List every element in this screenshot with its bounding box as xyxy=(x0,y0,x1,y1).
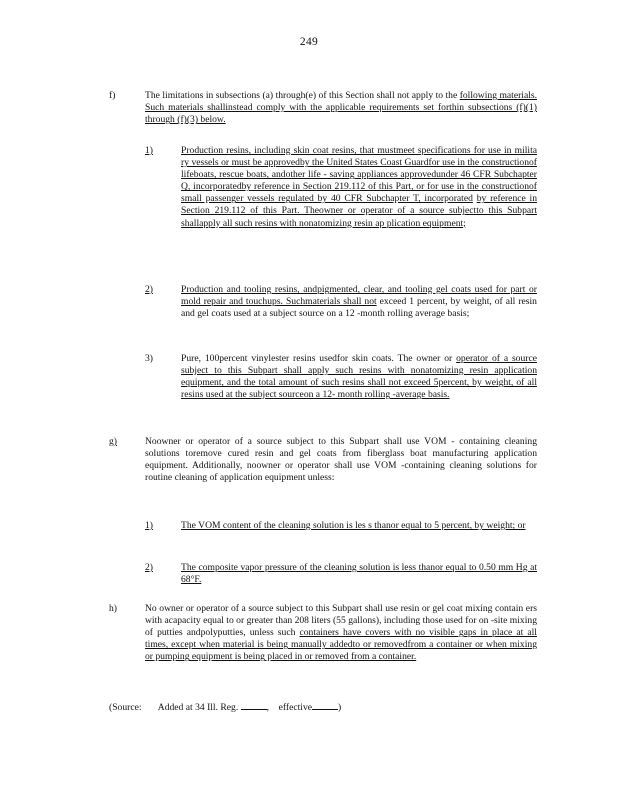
item-f3-paragraph xyxy=(181,353,537,401)
item-g2-marker: 2) xyxy=(145,562,153,573)
item-f1-paragraph xyxy=(181,145,537,230)
item-f1-underlined: by reference in Section 219.112 of this Part. Theowner or operator of a source subjectto this Subpart shallapply all such resins with nonatomizing resin ap plication equipment; xyxy=(181,193,538,229)
item-g1-paragraph: The VOM content of the cleaning solution is les s thanor equal to 5 percent, by weight; or xyxy=(181,520,526,531)
register-blank xyxy=(241,700,267,710)
item-f1-text: Production resins, including skin coat resins, that mustmeet specifications for use in milita ry vessels or must be approvedby the United States Coast Guardfor use in the constructionof lifeboats, rescue boats, andother life - saving appliances approvedunder 46 CFR Subchapter Q, incorporatedby reference in Section 219.112 of this Part, or for use in the constructionof small passenger vessels regulated by 40 CFR Subchapter T, incorporated xyxy=(181,145,537,205)
page-number: 249 xyxy=(299,36,319,48)
item-f-paragraph xyxy=(145,90,537,126)
item-h-text: No owner or operator of a source subject to this Subpart shall use resin or gel coat mixing contain ers with acapacity equal to or greater than 208 liters (55 gallons), including those used for on -site mixing of putties andpolyputties, unless such xyxy=(145,603,537,639)
item-f3-text: Pure, 100percent vinylester resins usedfor skin coats. The owner or xyxy=(181,353,453,364)
item-g1-marker: 1) xyxy=(145,520,153,531)
item-f2-marker: 2) xyxy=(145,284,153,295)
item-g-marker: g) xyxy=(109,436,117,447)
item-f2-text: exceed 1 percent, by weight, of all resin and gel coats used at a subject source on a 12 -month rolling average basis; xyxy=(181,296,537,320)
item-f-underlined: following materials. Such materials shallinstead comply with the applicable requirements set forthin subsections (f)(1) through (f)(3) below. xyxy=(145,90,538,126)
item-h-underlined: containers have covers with no visible gaps in place at all times, except when material is being manually addedto or removedfrom a container or when mixing or pumping equipment is being placed in or removed from a container. xyxy=(145,627,537,663)
source-note-comma: , xyxy=(266,702,270,713)
source-note-close: ) xyxy=(338,702,342,713)
item-g-paragraph: Noowner or operator of a source subject to this Subpart shall use VOM - containing cleaning solutions toremove cured resin and gel coats from fiberglass boat manufacturing application equipment. Additionally, noowner or operator shall use VOM -containing cleaning solutions for routine cleaning of application equipment unless: xyxy=(145,436,537,484)
item-h-paragraph xyxy=(145,603,537,663)
item-f-marker: f) xyxy=(109,90,116,101)
item-f-intro: The limitations in subsections (a) through(e) of this Section shall not apply to the xyxy=(145,90,458,101)
item-f2-underlined: Production and tooling resins, andpigmented, clear, and tooling gel coats used for part or mold repair and touchups. Suchmaterials shall not xyxy=(181,284,537,308)
item-g2-paragraph: The composite vapor pressure of the cleaning solution is less thanor equal to 0.50 mm Hg at 68°F. xyxy=(181,562,537,586)
item-f3-marker: 3) xyxy=(145,353,153,364)
item-h-marker: h) xyxy=(109,603,117,614)
item-f2-paragraph xyxy=(181,284,537,320)
item-f1-marker: 1) xyxy=(145,145,153,156)
source-note xyxy=(109,700,341,713)
item-f3-underlined: operator of a source subject to this Subpart shall apply such resins with nonatomizing resin application equipment, and the total amount of such resins shall not exceed 5percent, by weight, of all resins used at the subject sourceon a 12- month rolling -average basis. xyxy=(181,353,537,401)
effective-date-blank xyxy=(312,700,338,710)
source-note-text: Added at 34 Ill. Reg. xyxy=(157,702,239,713)
source-note-effective: effective xyxy=(278,702,313,713)
source-note-prefix: (Source: xyxy=(109,702,142,713)
